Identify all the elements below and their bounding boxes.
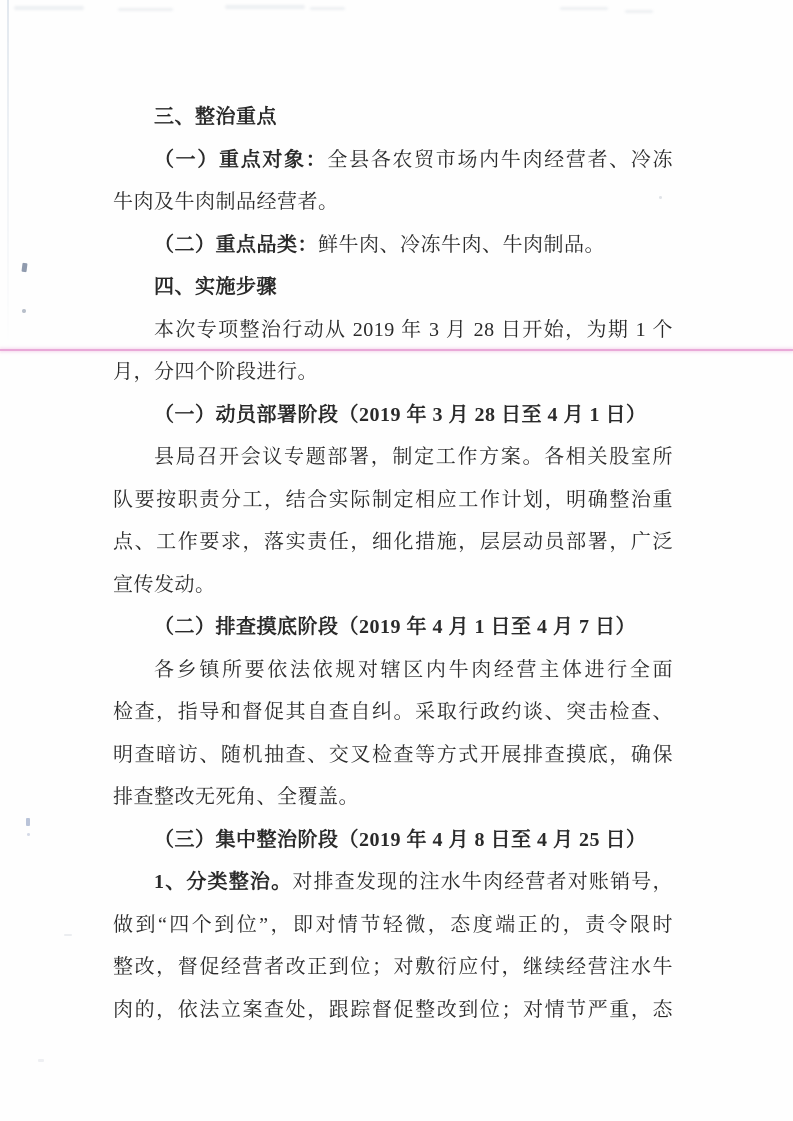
run-label: 1、分类整治。 [154, 871, 293, 893]
text-line: 整改，督促经营者改正到位；对敷衍应付，继续经营注水牛 [113, 956, 673, 978]
text-line: 本次专项整治行动从 2019 年 3 月 28 日开始，为期 1 个 [154, 318, 673, 341]
text-line: 月，分四个阶段进行。 [113, 361, 318, 383]
scan-speck [27, 833, 30, 836]
text-line: 肉的，依法立案查处，跟踪督促整改到位；对情节严重，态 [113, 998, 673, 1021]
scan-left-edge-line-artifact [7, 0, 9, 348]
text-line [113, 139, 673, 182]
scan-speck [38, 1059, 44, 1062]
scan-speck [22, 309, 26, 313]
scan-smudge [225, 5, 305, 9]
run-text: 对排查发现的注水牛肉经营者对账销号， [292, 871, 673, 893]
stage-heading: （三）集中整治阶段（2019 年 4 月 8 日至 4 月 25 日） [154, 828, 647, 851]
scan-smudge [560, 7, 608, 10]
scan-smudge [118, 8, 173, 11]
run-label: （二）重点品类： [154, 233, 318, 256]
scan-speck [64, 934, 72, 936]
text-line: 做到“四个到位”，即对情节轻微，态度端正的，责令限时 [113, 913, 673, 936]
text-line: 明查暗访、随机抽查、交叉检查等方式开展排查摸底，确保 [113, 743, 673, 766]
scan-smudge [310, 7, 345, 10]
document-text-block [113, 96, 673, 1031]
text-line: 宣传发动。 [113, 573, 216, 596]
run-label: （一）重点对象： [154, 148, 328, 171]
section-heading: 三、整治重点 [154, 106, 277, 128]
text-line: 排查整改无死角、全覆盖。 [113, 786, 359, 808]
scan-smudge [14, 6, 84, 10]
text-line [113, 861, 673, 904]
section-heading: 四、实施步骤 [154, 276, 277, 298]
run-text: 全县各农贸市场内牛肉经营者、冷冻 [327, 148, 673, 171]
text-line: 各乡镇所要依法依规对辖区内牛肉经营主体进行全面 [154, 658, 673, 681]
text-line: 县局召开会议专题部署，制定工作方案。各相关股室所 [154, 446, 673, 468]
scan-smudge [625, 10, 653, 13]
run-text: 鲜牛肉、冷冻牛肉、牛肉制品。 [318, 233, 605, 256]
text-line: 检查，指导和督促其自查自纠。采取行政约谈、突击检查、 [113, 701, 673, 723]
text-line: 点、工作要求，落实责任，细化措施，层层动员部署，广泛 [113, 531, 673, 553]
scan-speck [21, 263, 27, 273]
text-line [113, 224, 673, 267]
stage-heading: （一）动员部署阶段（2019 年 3 月 28 日至 4 月 1 日） [154, 403, 647, 426]
text-line: 牛肉及牛肉制品经营者。 [113, 191, 339, 213]
stage-heading: （二）排查摸底阶段（2019 年 4 月 1 日至 4 月 7 日） [154, 616, 636, 638]
scan-speck [26, 818, 30, 826]
text-line: 队要按职责分工，结合实际制定相应工作计划，明确整治重 [113, 488, 673, 511]
